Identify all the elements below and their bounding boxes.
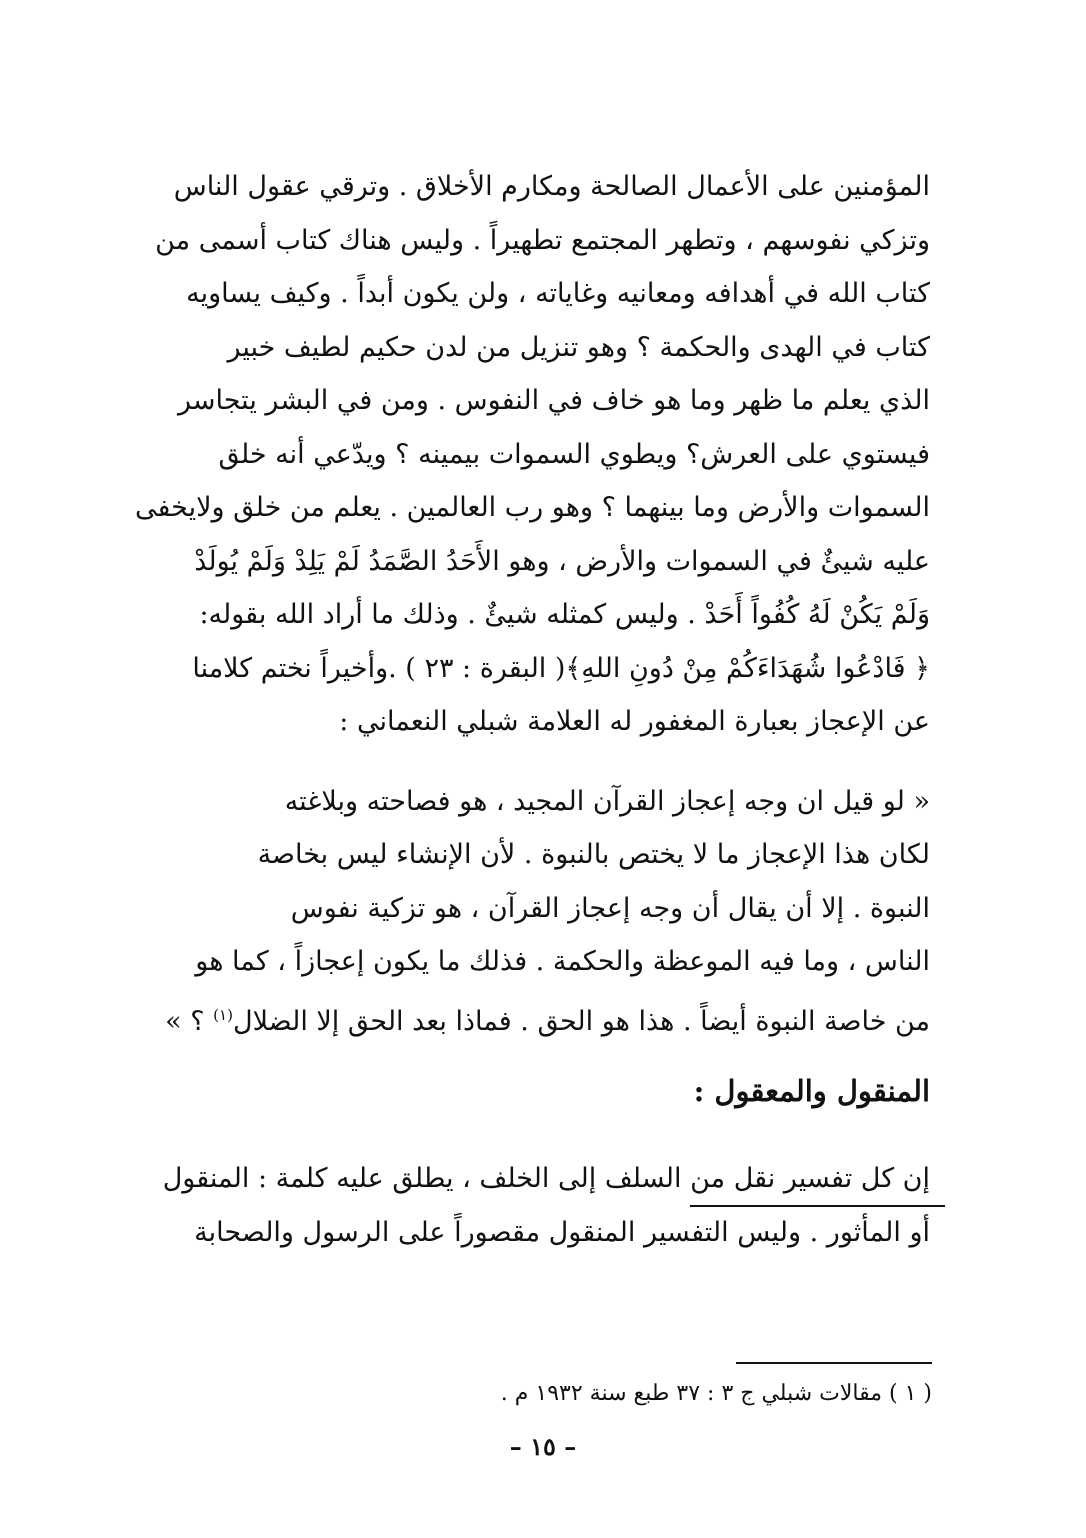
text-line: كتاب في الهدى والحكمة ؟ وهو تنزيل من لدن حكيم لطيف خبير <box>227 331 930 363</box>
text-line: الناس ، وما فيه الموعظة والحكمة . فذلك ما يكون إعجازاً ، كما هو <box>195 946 930 977</box>
footnote-divider <box>736 1362 932 1364</box>
text-line: كتاب الله في أهدافه ومعانيه وغاياته ، ولن يكون أبداً . وكيف يساويه <box>186 278 930 309</box>
quote-last-line: من خاصة النبوة أيضاً . هذا هو الحق . فماذا بعد الحق إلا الضلال <box>232 1005 930 1037</box>
text-line: السموات والأرض وما بينهما ؟ وهو رب العالمين . يعلم من خلق ولايخفى <box>135 492 930 523</box>
text-line: عن الإعجاز بعبارة المغفور له العلامة شبلي النعماني : <box>339 706 930 737</box>
text-line: وتزكي نفوسهم ، وتطهر المجتمع تطهيراً . وليس هناك كتاب أسمى من <box>155 224 930 256</box>
section-heading: المنقول والمعقول : <box>693 1074 930 1108</box>
paragraph-intro <box>120 160 930 749</box>
text-line: إن كل تفسير نقل من السلف إلى الخلف ، يطلق عليه كلمة : المنقول <box>162 1163 930 1194</box>
page-number: – ١٥ – <box>509 1432 577 1461</box>
quotation-shibli <box>120 775 930 1049</box>
text-line: فيستوي على العرش؟ ويطوي السموات بيمينه ؟ ويدّعي أنه خلق <box>218 438 930 470</box>
heading-underline <box>690 1205 945 1207</box>
text-line: عليه شيئٌ في السموات والأرض ، وهو الأَحَدُ الصَّمَدُ لَمْ يَلِدْ وَلَمْ يُولَدْ <box>194 545 930 577</box>
footnote-reference: (١) <box>213 1005 233 1024</box>
footnote: ( ١ ) مقالات شبلي ج ٣ : ٣٧ طبع سنة ١٩٣٢ م . <box>500 1381 932 1406</box>
text-line: أو المأثور . وليس التفسير المنقول مقصوراً على الرسول والصحابة <box>194 1216 930 1248</box>
text-line: « لو قيل ان وجه إعجاز القرآن المجيد ، هو فصاحته وبلاغته <box>284 785 930 817</box>
text-line: الذي يعلم ما ظهر وما هو خاف في النفوس . ومن في البشر يتجاسر <box>178 385 930 416</box>
text-line: النبوة . إلا أن يقال أن وجه إعجاز القرآن ، هو تزكية نفوس <box>290 892 930 924</box>
text-line: المؤمنين على الأعمال الصالحة ومكارم الأخلاق . وترقي عقول الناس <box>173 171 930 202</box>
text-line: وَلَمْ يَكُنْ لَهُ كُفُواً أَحَدْ . وليس كمثله شيئٌ . وذلك ما أراد الله بقوله: <box>199 599 930 630</box>
text-line: لكان هذا الإعجاز ما لا يختص بالنبوة . لأن الإنشاء ليس بخاصة <box>257 839 930 870</box>
text-line: ﴿ فَادْعُوا شُهَدَاءَكُمْ مِنْ دُونِ اللهِ﴾( البقرة : ٢٣ ) .وأخيراً نختم كلامنا <box>192 652 930 684</box>
text-line <box>120 989 930 1049</box>
quote-closing: ؟ » <box>165 1005 214 1037</box>
page-body <box>120 160 930 1259</box>
